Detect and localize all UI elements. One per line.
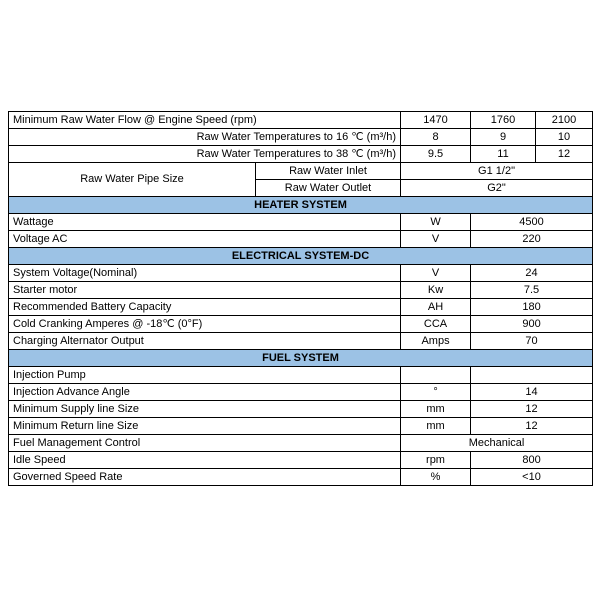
unit-cell: rpm	[401, 452, 471, 469]
unit-cell: V	[401, 231, 471, 248]
spec-label-cell: Minimum Supply line Size	[9, 401, 401, 418]
value-cell: 12	[471, 401, 593, 418]
table-row	[9, 146, 593, 163]
section-title: FUEL SYSTEM	[9, 350, 593, 367]
table-row	[9, 452, 593, 469]
section-title: ELECTRICAL SYSTEM-DC	[9, 248, 593, 265]
engine-spec-table	[8, 111, 593, 486]
table-row	[9, 418, 593, 435]
unit-cell: AH	[401, 299, 471, 316]
unit-cell: %	[401, 469, 471, 486]
table-row	[9, 469, 593, 486]
unit-cell: mm	[401, 401, 471, 418]
table-row	[9, 333, 593, 350]
value-cell: 10	[536, 129, 593, 146]
unit-cell: mm	[401, 418, 471, 435]
spec-label-cell: Injection Pump	[9, 367, 401, 384]
table-row	[9, 282, 593, 299]
spec-label-cell: Raw Water Temperatures to 16 ℃ (m³/h)	[9, 129, 401, 146]
table-row	[9, 163, 593, 180]
spec-label-cell: Injection Advance Angle	[9, 384, 401, 401]
table-row	[9, 112, 593, 129]
table-row	[9, 401, 593, 418]
spec-sublabel-cell: Raw Water Inlet	[256, 163, 401, 180]
spec-sublabel-cell: Raw Water Outlet	[256, 180, 401, 197]
spec-label-cell: Starter motor	[9, 282, 401, 299]
value-cell: G1 1/2"	[401, 163, 593, 180]
section-header-row	[9, 197, 593, 214]
spec-label-cell: Wattage	[9, 214, 401, 231]
section-title: HEATER SYSTEM	[9, 197, 593, 214]
spec-label-cell: Voltage AC	[9, 231, 401, 248]
value-cell: G2"	[401, 180, 593, 197]
table-row	[9, 367, 593, 384]
value-cell: 70	[471, 333, 593, 350]
spec-label-cell: Minimum Return line Size	[9, 418, 401, 435]
value-cell: 12	[471, 418, 593, 435]
spec-label-cell: Recommended Battery Capacity	[9, 299, 401, 316]
value-cell	[471, 367, 593, 384]
spec-label-cell: Idle Speed	[9, 452, 401, 469]
value-cell: 7.5	[471, 282, 593, 299]
unit-cell: CCA	[401, 316, 471, 333]
section-header-row	[9, 350, 593, 367]
value-cell: 180	[471, 299, 593, 316]
value-cell: 8	[401, 129, 471, 146]
table-row	[9, 129, 593, 146]
value-cell: 4500	[471, 214, 593, 231]
spec-label-cell: Raw Water Pipe Size	[9, 163, 256, 197]
section-header-row	[9, 248, 593, 265]
table-row	[9, 435, 593, 452]
table-row	[9, 214, 593, 231]
unit-cell: Amps	[401, 333, 471, 350]
unit-cell: W	[401, 214, 471, 231]
table-row	[9, 231, 593, 248]
value-cell: 800	[471, 452, 593, 469]
value-cell: 9	[471, 129, 536, 146]
value-cell: 2100	[536, 112, 593, 129]
unit-cell	[401, 367, 471, 384]
unit-cell: °	[401, 384, 471, 401]
value-cell: 12	[536, 146, 593, 163]
spec-label-cell: System Voltage(Nominal)	[9, 265, 401, 282]
unit-cell: V	[401, 265, 471, 282]
table-row	[9, 265, 593, 282]
value-cell: 11	[471, 146, 536, 163]
value-cell: 900	[471, 316, 593, 333]
value-cell: 1760	[471, 112, 536, 129]
value-cell: Mechanical	[401, 435, 593, 452]
value-cell: 14	[471, 384, 593, 401]
value-cell: 220	[471, 231, 593, 248]
table-row	[9, 384, 593, 401]
spec-label-cell: Fuel Management Control	[9, 435, 401, 452]
table-row	[9, 299, 593, 316]
spec-label-cell: Cold Cranking Amperes @ -18℃ (0°F)	[9, 316, 401, 333]
value-cell: 1470	[401, 112, 471, 129]
value-cell: <10	[471, 469, 593, 486]
spec-label-cell: Raw Water Temperatures to 38 ℃ (m³/h)	[9, 146, 401, 163]
table-row	[9, 316, 593, 333]
unit-cell: Kw	[401, 282, 471, 299]
spec-label-cell: Governed Speed Rate	[9, 469, 401, 486]
spec-label-cell: Minimum Raw Water Flow @ Engine Speed (rpm)	[9, 112, 401, 129]
value-cell: 9.5	[401, 146, 471, 163]
spec-label-cell: Charging Alternator Output	[9, 333, 401, 350]
value-cell: 24	[471, 265, 593, 282]
